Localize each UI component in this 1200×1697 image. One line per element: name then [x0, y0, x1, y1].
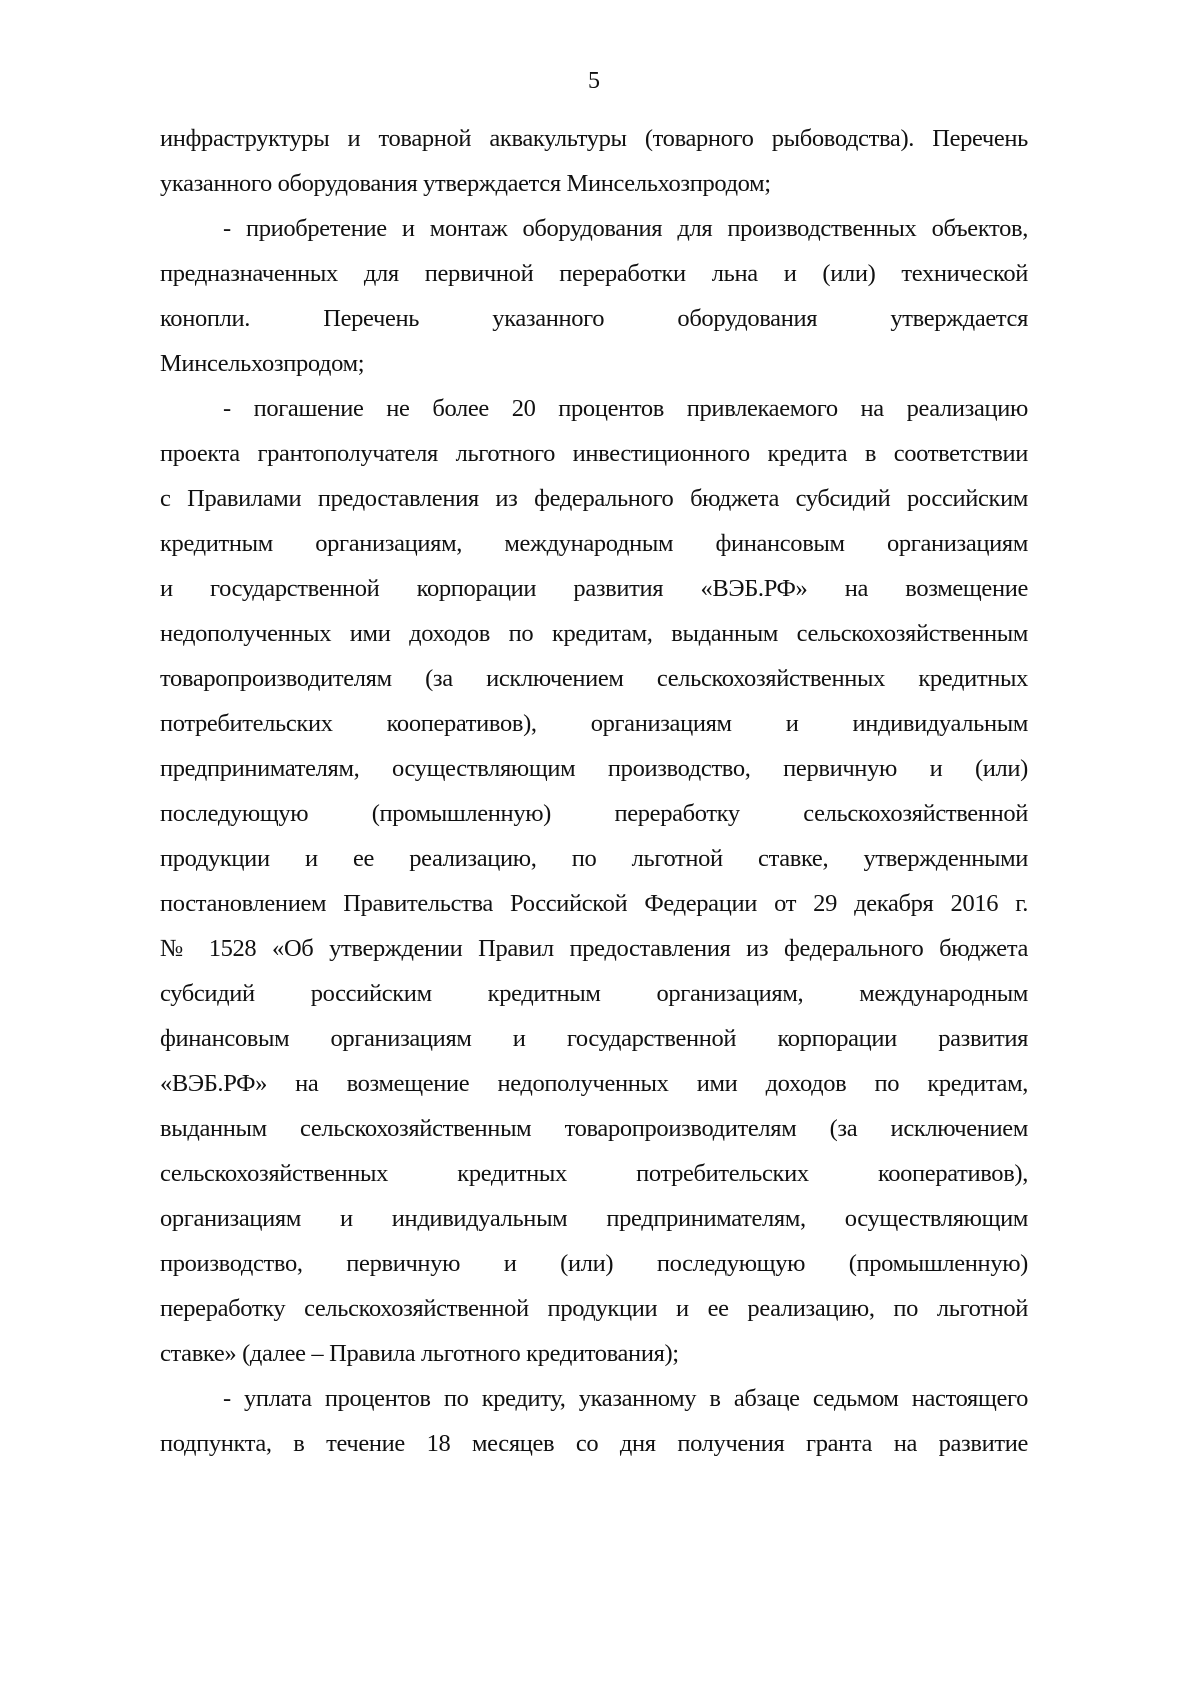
text-line: сельскохозяйственных кредитных потребительских кооперативов), — [160, 1160, 1028, 1187]
text-line: - уплата процентов по кредиту, указанному в абзаце седьмом настоящего — [223, 1385, 1028, 1412]
text-line: проекта грантополучателя льготного инвестиционного кредита в соответствии — [160, 440, 1028, 467]
text-line: продукции и ее реализацию, по льготной ставке, утвержденными — [160, 845, 1028, 872]
text-line: Минсельхозпродом; — [160, 350, 365, 377]
text-line: организациям и индивидуальным предпринимателям, осуществляющим — [160, 1205, 1028, 1232]
text-line: недополученных ими доходов по кредитам, выданным сельскохозяйственным — [160, 620, 1028, 647]
text-line: инфраструктуры и товарной аквакультуры (товарного рыбоводства). Перечень — [160, 125, 1028, 152]
page-number: 5 — [588, 68, 600, 94]
text-line: «ВЭБ.РФ» на возмещение недополученных ими доходов по кредитам, — [160, 1070, 1028, 1097]
text-line: кредитным организациям, международным финансовым организациям — [160, 530, 1028, 557]
document-body — [160, 116, 1028, 1466]
text-line: и государственной корпорации развития «ВЭБ.РФ» на возмещение — [160, 575, 1028, 602]
text-line: переработку сельскохозяйственной продукции и ее реализацию, по льготной — [160, 1295, 1028, 1322]
text-line: финансовым организациям и государственной корпорации развития — [160, 1025, 1028, 1052]
text-line: последующую (промышленную) переработку сельскохозяйственной — [160, 800, 1028, 827]
text-line: постановлением Правительства Российской Федерации от 29 декабря 2016 г. — [160, 890, 1028, 917]
text-line: - приобретение и монтаж оборудования для производственных объектов, — [223, 215, 1028, 242]
text-line: потребительских кооперативов), организациям и индивидуальным — [160, 710, 1028, 737]
text-line: с Правилами предоставления из федерального бюджета субсидий российским — [160, 485, 1028, 512]
text-line: - погашение не более 20 процентов привлекаемого на реализацию — [223, 395, 1028, 422]
text-line: субсидий российским кредитным организациям, международным — [160, 980, 1028, 1007]
text-line: указанного оборудования утверждается Минсельхозпродом; — [160, 170, 771, 197]
text-line: предпринимателям, осуществляющим производство, первичную и (или) — [160, 755, 1028, 782]
text-line: конопли. Перечень указанного оборудования утверждается — [160, 305, 1028, 332]
text-line: ставке» (далее – Правила льготного кредитования); — [160, 1340, 679, 1367]
text-line: № 1528 «Об утверждении Правил предоставления из федерального бюджета — [160, 935, 1028, 962]
text-line: предназначенных для первичной переработки льна и (или) технической — [160, 260, 1028, 287]
text-line: производство, первичную и (или) последующую (промышленную) — [160, 1250, 1028, 1277]
text-line: подпункта, в течение 18 месяцев со дня получения гранта на развитие — [160, 1430, 1028, 1457]
text-line: товаропроизводителям (за исключением сельскохозяйственных кредитных — [160, 665, 1028, 692]
text-line: выданным сельскохозяйственным товаропроизводителям (за исключением — [160, 1115, 1028, 1142]
